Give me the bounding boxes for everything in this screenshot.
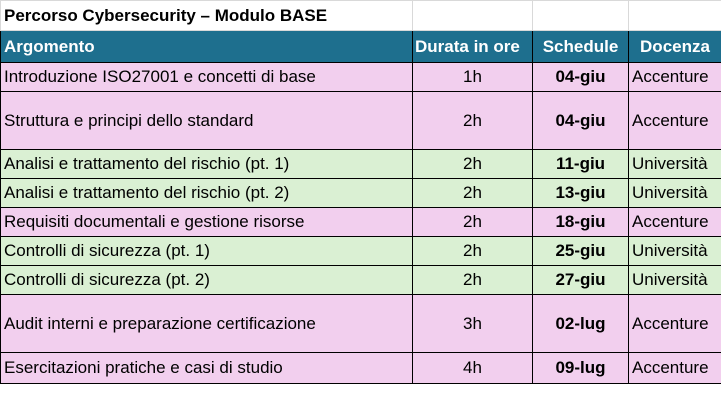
header-schedule[interactable]: Schedule	[533, 31, 629, 63]
cell-schedule[interactable]: 13-giu	[533, 179, 629, 208]
empty-cell[interactable]	[629, 1, 721, 31]
table-row	[1, 92, 721, 150]
table-row	[1, 266, 721, 295]
cell-docenza[interactable]: Università	[629, 150, 721, 179]
cell-durata[interactable]: 2h	[413, 179, 533, 208]
cell-argomento[interactable]: Analisi e trattamento del rischio (pt. 1)	[1, 150, 413, 179]
cell-docenza[interactable]: Università	[629, 237, 721, 266]
cell-durata[interactable]: 2h	[413, 92, 533, 150]
cell-schedule[interactable]: 04-giu	[533, 63, 629, 92]
cell-durata[interactable]: 3h	[413, 295, 533, 353]
header-row	[1, 31, 721, 63]
cell-docenza[interactable]: Accenture	[629, 295, 721, 353]
cell-docenza[interactable]: Accenture	[629, 63, 721, 92]
cell-schedule[interactable]: 09-lug	[533, 353, 629, 384]
cell-docenza[interactable]: Accenture	[629, 92, 721, 150]
cell-argomento[interactable]: Esercitazioni pratiche e casi di studio	[1, 353, 413, 384]
sheet-title-cell[interactable]: Percorso Cybersecurity – Modulo BASE	[1, 1, 413, 31]
table-row	[1, 150, 721, 179]
cell-durata[interactable]: 1h	[413, 63, 533, 92]
cell-schedule[interactable]: 04-giu	[533, 92, 629, 150]
empty-cell[interactable]	[413, 1, 533, 31]
cell-docenza[interactable]: Accenture	[629, 353, 721, 384]
cell-argomento[interactable]: Controlli di sicurezza (pt. 1)	[1, 237, 413, 266]
cell-durata[interactable]: 2h	[413, 237, 533, 266]
cell-argomento[interactable]: Struttura e principi dello standard	[1, 92, 413, 150]
cell-argomento[interactable]: Introduzione ISO27001 e concetti di base	[1, 63, 413, 92]
cell-argomento[interactable]: Controlli di sicurezza (pt. 2)	[1, 266, 413, 295]
table-row	[1, 295, 721, 353]
cell-docenza[interactable]: Accenture	[629, 208, 721, 237]
cell-argomento[interactable]: Requisiti documentali e gestione risorse	[1, 208, 413, 237]
table-row	[1, 237, 721, 266]
table-row	[1, 63, 721, 92]
header-durata[interactable]: Durata in ore	[413, 31, 533, 63]
cell-argomento[interactable]: Audit interni e preparazione certificazione	[1, 295, 413, 353]
cell-docenza[interactable]: Università	[629, 179, 721, 208]
cell-docenza[interactable]: Università	[629, 266, 721, 295]
cell-durata[interactable]: 2h	[413, 208, 533, 237]
cell-schedule[interactable]: 25-giu	[533, 237, 629, 266]
cell-durata[interactable]: 2h	[413, 266, 533, 295]
cell-schedule[interactable]: 27-giu	[533, 266, 629, 295]
empty-cell[interactable]	[533, 1, 629, 31]
table-row	[1, 353, 721, 384]
table-row	[1, 179, 721, 208]
header-argomento[interactable]: Argomento	[1, 31, 413, 63]
cell-schedule[interactable]: 02-lug	[533, 295, 629, 353]
cell-schedule[interactable]: 11-giu	[533, 150, 629, 179]
cell-schedule[interactable]: 18-giu	[533, 208, 629, 237]
cell-durata[interactable]: 4h	[413, 353, 533, 384]
cell-argomento[interactable]: Analisi e trattamento del rischio (pt. 2)	[1, 179, 413, 208]
table-row	[1, 208, 721, 237]
header-docenza[interactable]: Docenza	[629, 31, 721, 63]
title-row	[1, 1, 721, 31]
cell-durata[interactable]: 2h	[413, 150, 533, 179]
